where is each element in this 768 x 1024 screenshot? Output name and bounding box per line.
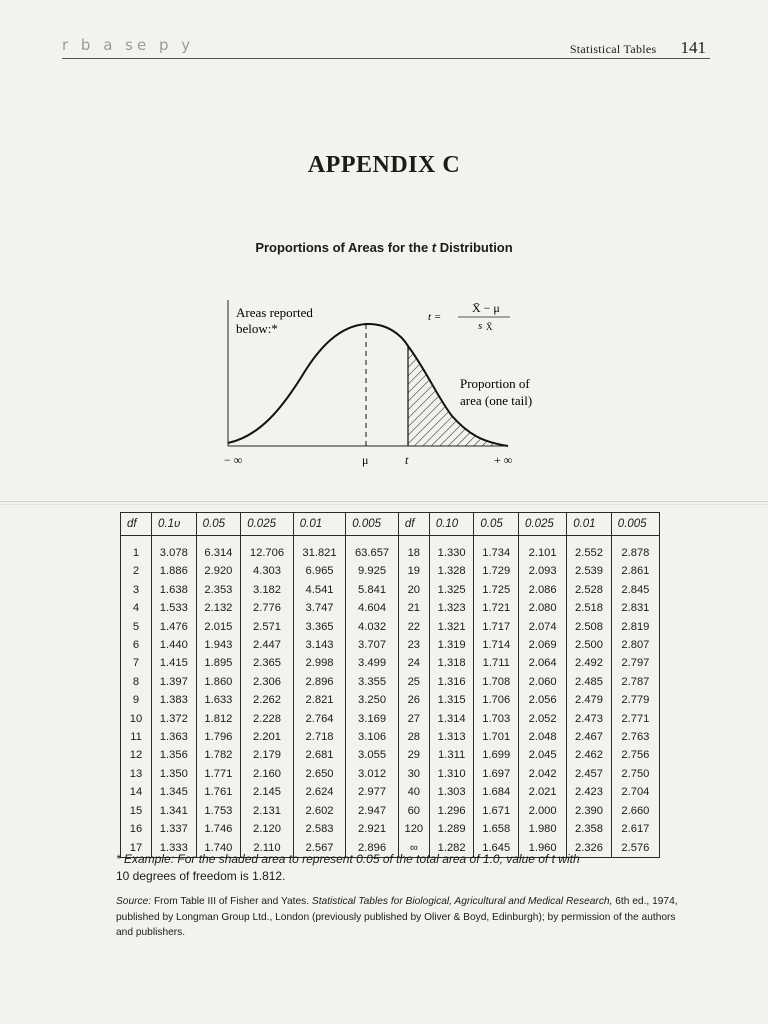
df-cell: 40 [398,783,429,801]
value-cell: 1.725 [474,581,519,599]
value-cell: 1.328 [429,562,474,580]
value-cell: 2.262 [241,691,294,709]
value-cell: 12.706 [241,536,294,563]
value-cell: 1.633 [196,691,241,709]
df-cell: 16 [121,820,152,838]
value-cell: 2.660 [611,802,659,820]
value-cell: 1.330 [429,536,474,563]
value-cell: 1.671 [474,802,519,820]
page-number: 141 [680,38,706,57]
value-cell: 1.645 [474,839,519,858]
column-header: 0.1υ [152,513,197,536]
value-cell: 2.365 [241,654,294,672]
value-cell: 2.921 [346,820,399,838]
table-title-t: t [431,240,437,255]
value-cell: 2.015 [196,618,241,636]
value-cell: 2.807 [611,636,659,654]
value-cell: 2.764 [293,710,346,728]
value-cell: 2.457 [567,765,612,783]
value-cell: 2.479 [567,691,612,709]
value-cell: 1.356 [152,746,197,764]
value-cell: 2.467 [567,728,612,746]
df-cell: ∞ [398,839,429,858]
df-cell: 28 [398,728,429,746]
df-cell: 11 [121,728,152,746]
value-cell: 2.069 [519,636,567,654]
proportion-label-line1: Proportion of [460,376,530,391]
df-cell: 6 [121,636,152,654]
areas-label-line1: Areas reported [236,305,313,320]
value-cell: 1.740 [196,839,241,858]
value-cell: 1.706 [474,691,519,709]
formula-denominator: s [478,320,483,332]
value-cell: 2.492 [567,654,612,672]
value-cell: 3.182 [241,581,294,599]
column-header: 0.01 [567,513,612,536]
value-cell: 2.390 [567,802,612,820]
value-cell: 1.697 [474,765,519,783]
table-row [121,673,660,691]
value-cell: 2.528 [567,581,612,599]
df-cell: 30 [398,765,429,783]
value-cell: 2.567 [293,839,346,858]
column-header: 0.01 [293,513,346,536]
value-cell: 2.423 [567,783,612,801]
value-cell: 1.476 [152,618,197,636]
value-cell: 1.296 [429,802,474,820]
value-cell: 1.729 [474,562,519,580]
value-cell: 2.110 [241,839,294,858]
value-cell: 2.358 [567,820,612,838]
column-header: 0.10 [429,513,474,536]
value-cell: 1.980 [519,820,567,838]
table-row [121,618,660,636]
value-cell: 2.508 [567,618,612,636]
value-cell: 3.078 [152,536,197,563]
value-cell: 1.658 [474,820,519,838]
value-cell: 1.397 [152,673,197,691]
value-cell: 2.776 [241,599,294,617]
value-cell: 1.638 [152,581,197,599]
table-row [121,654,660,672]
column-header: 0.005 [346,513,399,536]
column-header: df [398,513,429,536]
value-cell: 1.415 [152,654,197,672]
df-cell: 2 [121,562,152,580]
column-header: 0.05 [474,513,519,536]
df-cell: 22 [398,618,429,636]
value-cell: 2.462 [567,746,612,764]
column-header: 0.025 [241,513,294,536]
value-cell: 1.761 [196,783,241,801]
table-row [121,536,660,563]
df-cell: 12 [121,746,152,764]
t-distribution-table [120,512,660,858]
value-cell: 2.779 [611,691,659,709]
value-cell: 2.160 [241,765,294,783]
footnote-plain: 10 degrees of freedom is 1.812. [116,869,286,883]
table-row [121,783,660,801]
df-cell: 26 [398,691,429,709]
value-cell: 2.056 [519,691,567,709]
value-cell: 1.960 [519,839,567,858]
value-cell: 2.845 [611,581,659,599]
value-cell: 1.318 [429,654,474,672]
value-cell: 1.533 [152,599,197,617]
value-cell: 2.131 [241,802,294,820]
value-cell: 1.310 [429,765,474,783]
value-cell: 3.250 [346,691,399,709]
value-cell: 2.947 [346,802,399,820]
value-cell: 2.201 [241,728,294,746]
table-body [121,536,660,858]
axis-minus-infinity: − ∞ [224,453,243,467]
value-cell: 2.353 [196,581,241,599]
value-cell: 9.925 [346,562,399,580]
table-row [121,710,660,728]
table-row [121,820,660,838]
column-header: 0.025 [519,513,567,536]
value-cell: 2.896 [293,673,346,691]
value-cell: 2.819 [611,618,659,636]
value-cell: 2.552 [567,536,612,563]
value-cell: 1.753 [196,802,241,820]
value-cell: 2.048 [519,728,567,746]
df-cell: 27 [398,710,429,728]
value-cell: 1.886 [152,562,197,580]
value-cell: 2.831 [611,599,659,617]
value-cell: 2.797 [611,654,659,672]
value-cell: 1.321 [429,618,474,636]
value-cell: 31.821 [293,536,346,563]
df-cell: 7 [121,654,152,672]
value-cell: 2.074 [519,618,567,636]
value-cell: 2.878 [611,536,659,563]
value-cell: 2.771 [611,710,659,728]
value-cell: 2.132 [196,599,241,617]
value-cell: 2.518 [567,599,612,617]
df-cell: 13 [121,765,152,783]
df-cell: 15 [121,802,152,820]
value-cell: 2.920 [196,562,241,580]
value-cell: 4.541 [293,581,346,599]
df-cell: 23 [398,636,429,654]
value-cell: 5.841 [346,581,399,599]
value-cell: 2.086 [519,581,567,599]
table-title [0,240,768,255]
table-row [121,581,660,599]
value-cell: 4.303 [241,562,294,580]
axis-plus-infinity: + ∞ [494,453,513,467]
value-cell: 1.721 [474,599,519,617]
column-header: 0.05 [196,513,241,536]
value-cell: 2.602 [293,802,346,820]
value-cell: 2.821 [293,691,346,709]
source-book-title: Statistical Tables for Biological, Agricultural and Medical Research, [311,896,613,907]
value-cell: 2.120 [241,820,294,838]
formula-numerator: X̄ − μ [472,301,500,315]
value-cell: 2.896 [346,839,399,858]
value-cell: 1.703 [474,710,519,728]
source-citation [116,894,681,941]
df-cell: 25 [398,673,429,691]
value-cell: 2.704 [611,783,659,801]
value-cell: 2.042 [519,765,567,783]
df-cell: 21 [398,599,429,617]
df-cell: 19 [398,562,429,580]
df-cell: 20 [398,581,429,599]
value-cell: 1.440 [152,636,197,654]
df-cell: 8 [121,673,152,691]
footnote-italic: * Example: For the shaded area to represent 0.05 of the total area of 1.0, value of t with [116,852,580,866]
table-title-suffix: Distribution [436,240,513,255]
formula-denominator-sub: X̄ [486,322,493,332]
value-cell: 2.000 [519,802,567,820]
value-cell: 1.289 [429,820,474,838]
value-cell: 2.681 [293,746,346,764]
value-cell: 1.782 [196,746,241,764]
df-cell: 3 [121,581,152,599]
areas-label-line2: below:* [236,321,278,336]
value-cell: 1.714 [474,636,519,654]
value-cell: 2.179 [241,746,294,764]
value-cell: 2.861 [611,562,659,580]
value-cell: 2.718 [293,728,346,746]
df-cell: 29 [398,746,429,764]
value-cell: 3.169 [346,710,399,728]
value-cell: 6.314 [196,536,241,563]
value-cell: 1.372 [152,710,197,728]
table-row [121,599,660,617]
value-cell: 1.325 [429,581,474,599]
table-row [121,691,660,709]
value-cell: 2.787 [611,673,659,691]
value-cell: 1.711 [474,654,519,672]
value-cell: 3.143 [293,636,346,654]
value-cell: 2.080 [519,599,567,617]
value-cell: 4.604 [346,599,399,617]
page-fold-shadow [0,504,768,505]
value-cell: 1.860 [196,673,241,691]
value-cell: 2.228 [241,710,294,728]
value-cell: 2.763 [611,728,659,746]
df-cell: 120 [398,820,429,838]
table-row [121,636,660,654]
value-cell: 1.717 [474,618,519,636]
value-cell: 1.311 [429,746,474,764]
value-cell: 1.796 [196,728,241,746]
value-cell: 1.323 [429,599,474,617]
proportion-label-line2: area (one tail) [460,393,533,408]
df-cell: 5 [121,618,152,636]
value-cell: 2.052 [519,710,567,728]
value-cell: 3.355 [346,673,399,691]
df-cell: 14 [121,783,152,801]
value-cell: 3.747 [293,599,346,617]
value-cell: 2.101 [519,536,567,563]
df-cell: 24 [398,654,429,672]
value-cell: 1.282 [429,839,474,858]
axis-t-label: t [405,453,409,467]
value-cell: 2.064 [519,654,567,672]
value-cell: 1.708 [474,673,519,691]
running-head-title: Statistical Tables [569,42,657,56]
df-cell: 9 [121,691,152,709]
df-cell: 4 [121,599,152,617]
column-header: df [121,513,152,536]
value-cell: 2.617 [611,820,659,838]
df-cell: 10 [121,710,152,728]
value-cell: 1.341 [152,802,197,820]
df-cell: 17 [121,839,152,858]
value-cell: 2.093 [519,562,567,580]
page-fold [0,501,768,502]
value-cell: 2.539 [567,562,612,580]
header-rule [62,58,710,59]
df-cell: 60 [398,802,429,820]
axis-mu-label: μ [362,453,369,467]
formula-t: t = [428,311,442,323]
value-cell: 3.055 [346,746,399,764]
value-cell: 2.571 [241,618,294,636]
value-cell: 2.576 [611,839,659,858]
value-cell: 2.060 [519,673,567,691]
value-cell: 1.303 [429,783,474,801]
value-cell: 1.943 [196,636,241,654]
value-cell: 1.345 [152,783,197,801]
running-head [570,38,706,58]
value-cell: 1.313 [429,728,474,746]
handwritten-note: r b a se p y [62,36,195,54]
t-distribution-diagram [190,288,570,478]
table-row [121,562,660,580]
value-cell: 1.701 [474,728,519,746]
value-cell: 1.316 [429,673,474,691]
value-cell: 3.365 [293,618,346,636]
value-cell: 1.699 [474,746,519,764]
value-cell: 3.707 [346,636,399,654]
value-cell: 2.977 [346,783,399,801]
value-cell: 63.657 [346,536,399,563]
table-header-row [121,513,660,536]
table-row [121,728,660,746]
table-title-prefix: Proportions of Areas for the [255,240,432,255]
value-cell: 1.895 [196,654,241,672]
value-cell: 1.383 [152,691,197,709]
value-cell: 2.500 [567,636,612,654]
value-cell: 1.350 [152,765,197,783]
value-cell: 2.306 [241,673,294,691]
value-cell: 4.032 [346,618,399,636]
value-cell: 2.624 [293,783,346,801]
value-cell: 2.447 [241,636,294,654]
table-row [121,802,660,820]
table-row [121,746,660,764]
value-cell: 1.319 [429,636,474,654]
source-text-1: From Table III of Fisher and Yates. [151,896,312,907]
value-cell: 2.473 [567,710,612,728]
value-cell: 2.650 [293,765,346,783]
value-cell: 2.756 [611,746,659,764]
value-cell: 3.106 [346,728,399,746]
value-cell: 1.812 [196,710,241,728]
value-cell: 1.337 [152,820,197,838]
df-cell: 1 [121,536,152,563]
value-cell: 1.734 [474,536,519,563]
source-text-2: 6th ed., 1974, published by Longman Group Ltd., London (previously published by Oliver & Boyd, Edinburgh); by permission of the authors and publishers. [116,896,678,938]
table-row [121,765,660,783]
value-cell: 2.485 [567,673,612,691]
value-cell: 2.021 [519,783,567,801]
value-cell: 2.326 [567,839,612,858]
column-header: 0.005 [611,513,659,536]
df-cell: 18 [398,536,429,563]
value-cell: 1.746 [196,820,241,838]
value-cell: 3.499 [346,654,399,672]
value-cell: 2.045 [519,746,567,764]
value-cell: 2.583 [293,820,346,838]
value-cell: 6.965 [293,562,346,580]
footnote-example [116,851,676,885]
appendix-title: APPENDIX C [307,152,461,178]
value-cell: 1.771 [196,765,241,783]
value-cell: 1.315 [429,691,474,709]
value-cell: 1.333 [152,839,197,858]
value-cell: 2.998 [293,654,346,672]
value-cell: 2.145 [241,783,294,801]
value-cell: 3.012 [346,765,399,783]
value-cell: 2.750 [611,765,659,783]
value-cell: 1.684 [474,783,519,801]
value-cell: 1.314 [429,710,474,728]
value-cell: 1.363 [152,728,197,746]
source-label: Source: [116,896,152,907]
